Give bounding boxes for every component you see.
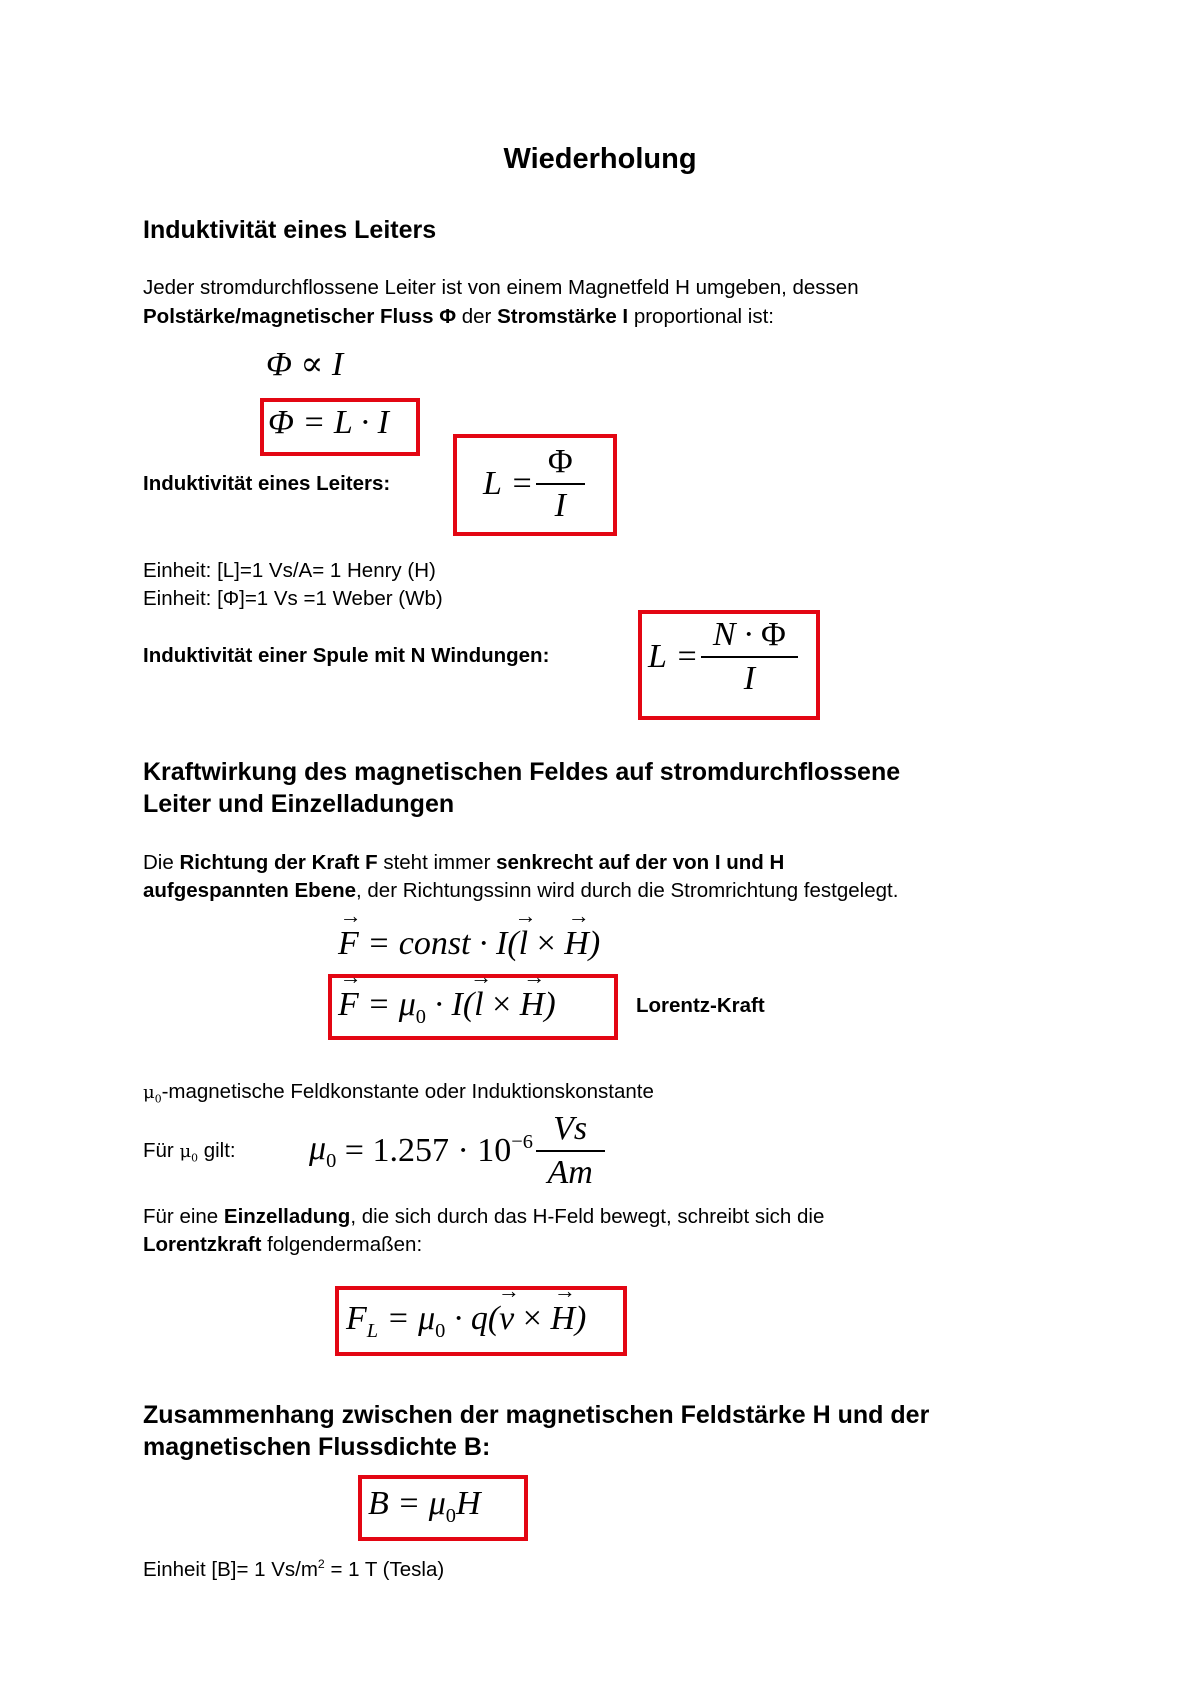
text: = 1 T (Tesla) [324, 1557, 445, 1581]
heading-line: magnetischen Flussdichte B: [143, 1433, 491, 1461]
symbol-L: L = [483, 465, 542, 502]
text: der [456, 305, 498, 328]
vector-F: → F [338, 986, 359, 1024]
unit-weber: Einheit: [Φ]=1 Vs =1 Weber (Wb) [143, 587, 443, 610]
vector-v: → v [499, 1300, 514, 1338]
text: gilt: [198, 1139, 236, 1162]
fraction [542, 443, 579, 525]
vector-H: → H [520, 986, 545, 1024]
mu-value: 1.257 · 10 [372, 1132, 512, 1169]
text: -magnetische Feldkonstante oder Induktionskonstante [161, 1080, 654, 1103]
formula-mu-value: $\mu_0$ = 1.257 · 10 $^{-6}$ $\frac{Vs}{Am}$ [309, 1110, 599, 1192]
unit-tesla [143, 1550, 444, 1584]
formula-force-const: → F = const · I(→ l × → H) [338, 925, 600, 963]
paragraph-line [143, 1203, 824, 1231]
formula-phi-proportional: Φ ∝ I [266, 346, 344, 383]
mu-symbol: $\mu_0$ [179, 1141, 199, 1165]
vector-H: → H [564, 925, 589, 963]
text: , die sich durch das H-Feld bewegt, schreibt sich die [350, 1205, 825, 1228]
denominator: Am [536, 1150, 605, 1192]
paragraph-line [143, 877, 898, 905]
fraction [707, 616, 792, 698]
text: , der Richtungssinn wird durch die Stromrichtung festgelegt. [356, 879, 899, 902]
formula-coil [648, 616, 792, 698]
mu-exponent: −6 [511, 1130, 533, 1153]
symbol-mu0: $\mu_0$ [309, 1129, 337, 1172]
text: Die [143, 851, 180, 874]
page-title: Wiederholung [503, 143, 697, 175]
text: proportional ist: [628, 305, 774, 328]
formula-B: $B = \mu_0H$ [368, 1485, 481, 1527]
bold-text: senkrecht auf der von I und H [496, 851, 785, 874]
section-heading-inductance [143, 214, 436, 246]
section-heading-flux-density [143, 1399, 929, 1463]
formula-phi-eq: Φ = L · I [268, 404, 389, 441]
heading-text: Induktivität eines Leiters [143, 216, 437, 244]
text: Für [143, 1139, 180, 1162]
text: Für eine [143, 1205, 224, 1228]
paragraph-line [143, 303, 774, 331]
numerator: Vs [553, 1110, 588, 1147]
paragraph-line [143, 849, 784, 877]
denominator: I [536, 483, 585, 525]
denominator: I [701, 656, 798, 698]
mu-value-label [143, 1137, 236, 1173]
formula-lorentz: $F_L = \mu_0 \cdot q(\to v$ × → H) [346, 1300, 586, 1343]
numerator: Φ [547, 443, 573, 480]
bold-text: Stromstärke I [497, 305, 629, 328]
formula-L-phi-over-I [483, 443, 579, 525]
heading-line: Zusammenhang zwischen der magnetischen Feldstärke H und der [143, 1401, 930, 1429]
unit-henry: Einheit: [L]=1 Vs/A= 1 Henry (H) [143, 559, 436, 582]
fraction [542, 1110, 599, 1192]
symbol-L: L = [648, 638, 707, 675]
text: Einheit [B]= 1 Vs/m [143, 1557, 318, 1581]
bold-text: Einzelladung [223, 1205, 351, 1228]
mu-symbol: $\mu_0$ [143, 1082, 162, 1106]
bold-text: Richtung der Kraft F [179, 851, 378, 874]
heading-line: Kraftwirkung des magnetischen Feldes auf stromdurchflossene [143, 758, 901, 786]
numerator: N · Φ [712, 616, 786, 653]
section-heading-force [143, 756, 900, 820]
vector-H: → H [550, 1300, 575, 1338]
heading-line: Leiter und Einzelladungen [143, 790, 455, 818]
vector-l: → l [474, 986, 483, 1024]
vector-l: → l [519, 925, 528, 963]
text: steht immer [377, 851, 497, 874]
text: folgendermaßen: [261, 1233, 423, 1256]
bold-text: Polstärke/magnetischer Fluss Φ [143, 305, 457, 328]
label-inductance-coil: Induktivität einer Spule mit N Windungen: [143, 644, 550, 667]
bold-text: Lorentzkraft [143, 1233, 262, 1256]
mu-description [143, 1078, 654, 1114]
formula-force-mu: → $F = \mu_0 \cdot I(\to l$ × → H) [338, 986, 556, 1029]
paragraph-line: Jeder stromdurchflossene Leiter ist von einem Magnetfeld H umgeben, dessen [143, 276, 859, 299]
paragraph-line [143, 1231, 422, 1259]
lorentz-label: Lorentz-Kraft [636, 994, 765, 1017]
superscript: 2 [317, 1557, 325, 1571]
label-inductance-conductor: Induktivität eines Leiters: [143, 472, 391, 495]
vector-F: → F [338, 925, 359, 963]
bold-text: aufgespannten Ebene [143, 879, 357, 902]
